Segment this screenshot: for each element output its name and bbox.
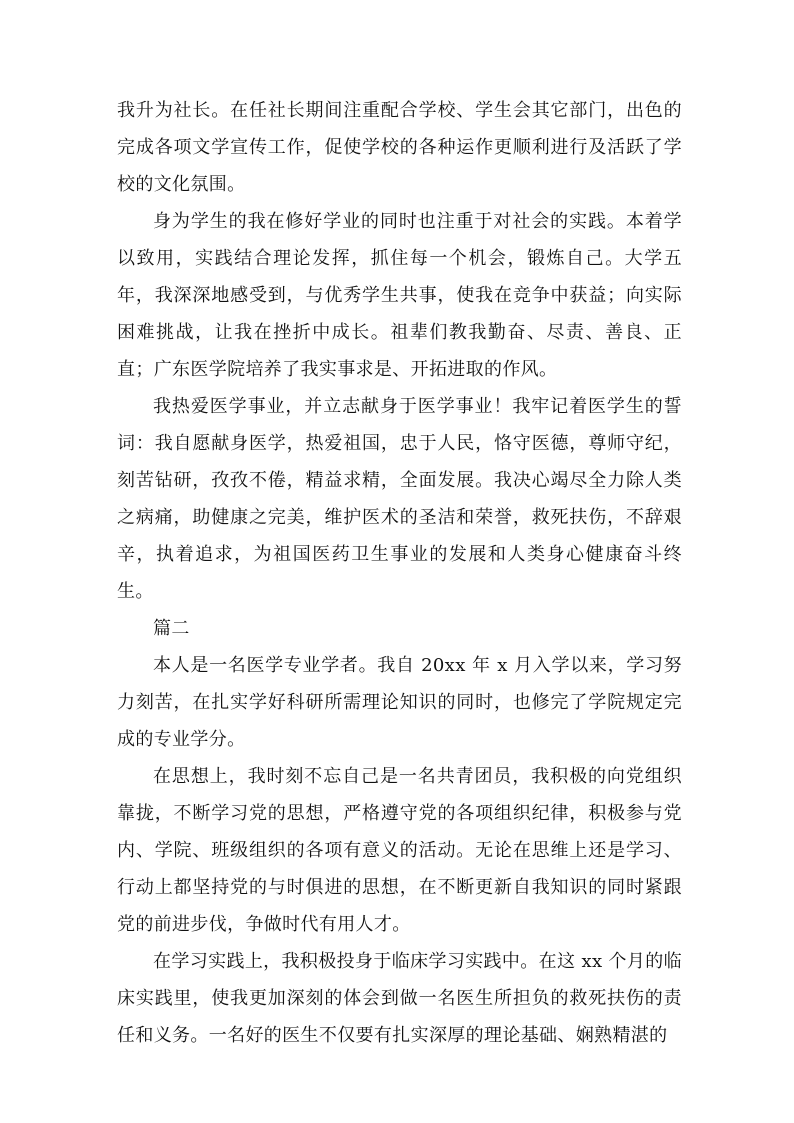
paragraph-5: 在思想上，我时刻不忘自己是一名共青团员，我积极的向党组织靠拢，不断学习党的思想，严格遵守党的各项组织纪律，积极参与党内、学院、班级组织的各项有意义的活动。无论在思维上还是学习、行动上都坚持党的与时俱进的思想，在不断更新自我知识的同时紧跟党的前进步伐，争做时代有用人才。 xyxy=(117,766,682,935)
section-heading: 篇二 xyxy=(153,618,190,639)
paragraph-2: 身为学生的我在修好学业的同时也注重于对社会的实践。本着学以致用，实践结合理论发挥，抓住每一个机会，锻炼自己。大学五年，我深深地感受到，与优秀学生共事，使我在竞争中获益；向实际困难挑战，让我在挫折中成长。祖辈们教我勤奋、尽责、善良、正直；广东医学院培养了我实事求是、开拓进取的作风。 xyxy=(117,211,682,380)
paragraph-1: 我升为社长。在任社长期间注重配合学校、学生会其它部门，出色的完成各项文学宣传工作，促使学校的各种运作更顺利进行及活跃了学校的文化氛围。 xyxy=(117,100,682,195)
document-body xyxy=(117,92,682,1054)
paragraph-6: 在学习实践上，我积极投身于临床学习实践中。在这 xx 个月的临床实践里，使我更加深刻的体会到做一名医生所担负的救死扶伤的责任和义务。一名好的医生不仅要有扎实深厚的理论基础、娴熟精湛的 xyxy=(117,951,682,1046)
paragraph-4: 本人是一名医学专业学者。我自 20xx 年 x 月入学以来，学习努力刻苦，在扎实学好科研所需理论知识的同时，也修完了学院规定完成的专业学分。 xyxy=(117,655,682,750)
paragraph-3: 我热爱医学事业，并立志献身于医学事业！我牢记着医学生的誓词：我自愿献身医学，热爱祖国，忠于人民，恪守医德，尊师守纪，刻苦钻研，孜孜不倦，精益求精，全面发展。我决心竭尽全力除人类之病痛，助健康之完美，维护医术的圣洁和荣誉，救死扶伤，不辞艰辛，执着追求，为祖国医药卫生事业的发展和人类身心健康奋斗终生。 xyxy=(117,396,682,602)
